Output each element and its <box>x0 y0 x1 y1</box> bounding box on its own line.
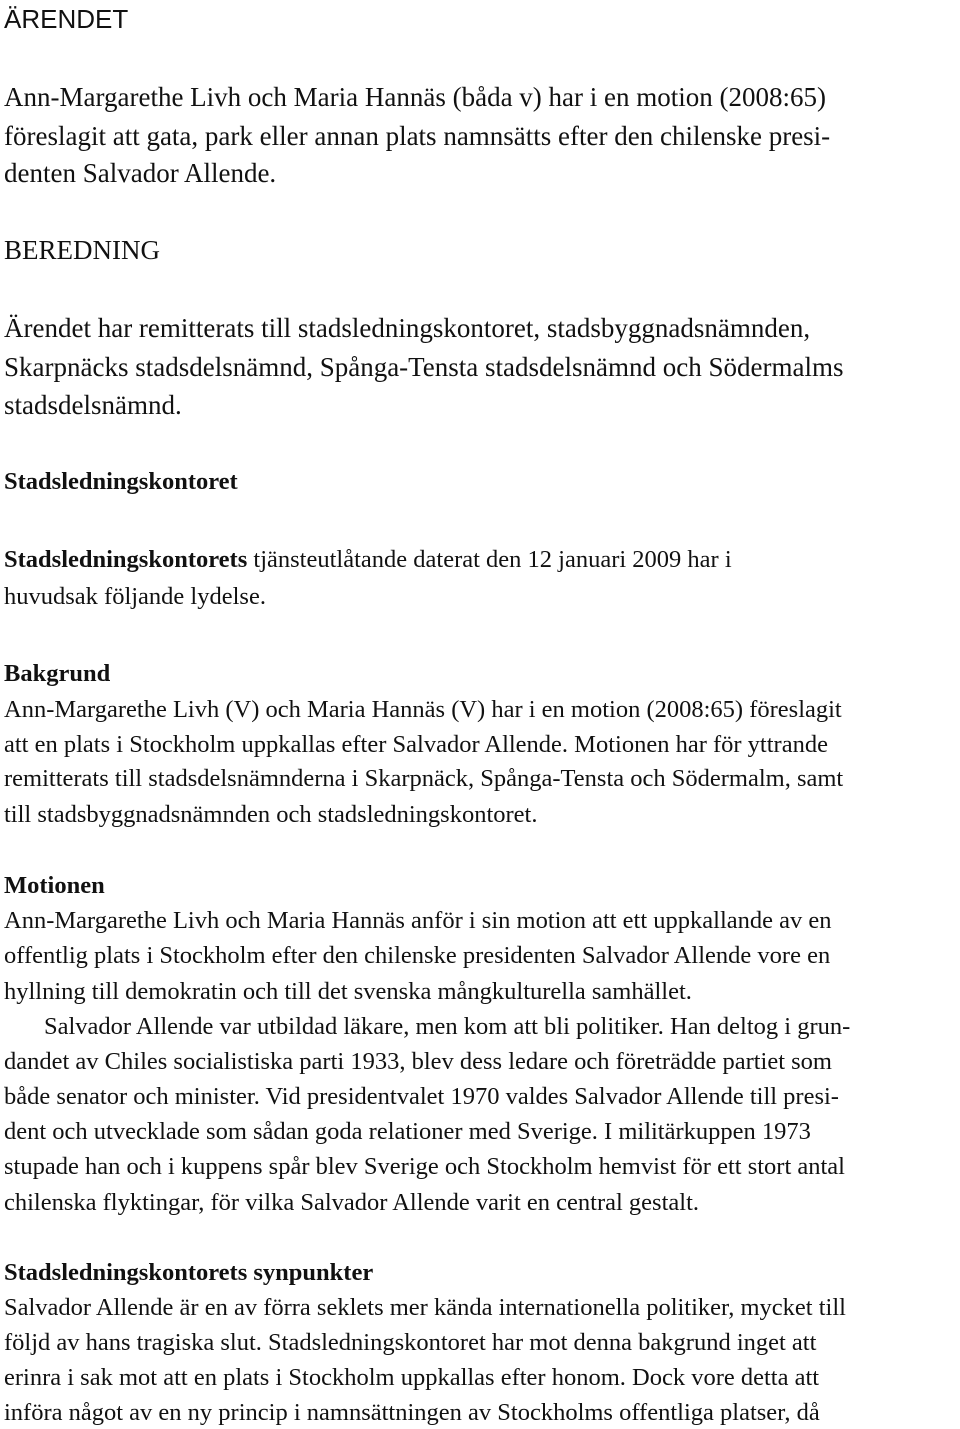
heading-bakgrund: Bakgrund <box>4 660 111 687</box>
motionen-para2-line: dandet av Chiles socialistiska parti 1933, blev dess ledare och företrädde partiet som <box>4 1048 832 1075</box>
synpunkter-line: Salvador Allende är en av förra seklets mer kända internationella politiker, mycket till <box>4 1294 846 1321</box>
motionen-line: Ann-Margarethe Livh och Maria Hannäs anför i sin motion att ett uppkallande av en <box>4 907 832 934</box>
intro-line: huvudsak följande lydelse. <box>4 583 266 610</box>
bakgrund-line: Ann-Margarethe Livh (V) och Maria Hannäs (V) har i en motion (2008:65) föreslagit <box>4 696 842 723</box>
beredning-line: Skarpnäcks stadsdelsnämnd, Spånga-Tensta stadsdelsnämnd och Södermalms <box>4 352 844 382</box>
heading-stadsledningskontoret: Stadsledningskontoret <box>4 468 238 495</box>
beredning-line: Ärendet har remitterats till stadsledningskontoret, stadsbyggnadsnämnden, <box>4 313 811 343</box>
beredning-line: stadsdelsnämnd. <box>4 390 182 420</box>
heading-motionen: Motionen <box>4 872 105 899</box>
bakgrund-line: remitterats till stadsdelsnämnderna i Skarpnäck, Spånga-Tensta och Södermalm, samt <box>4 765 844 792</box>
intro-line1-rest: tjänsteutlåtande daterat den 12 januari 2009 har i <box>247 546 732 573</box>
arendet-line: föreslagit att gata, park eller annan plats namnsätts efter den chilenske presi- <box>4 121 831 151</box>
motionen-line: offentlig plats i Stockholm efter den chilenske presidenten Salvador Allende vore en <box>4 942 831 969</box>
heading-synpunkter: Stadsledningskontorets synpunkter <box>4 1259 374 1286</box>
synpunkter-line: införa något av en ny princip i namnsättningen av Stockholms offentliga platser, då <box>4 1399 820 1426</box>
motionen-para2-line: både senator och minister. Vid presidentvalet 1970 valdes Salvador Allende till presi- <box>4 1083 839 1110</box>
motionen-para2-line: chilenska flyktingar, för vilka Salvador Allende varit en central gestalt. <box>4 1189 699 1216</box>
intro-bold-lead: Stadsledningskontorets <box>4 546 248 573</box>
arendet-line: Ann-Margarethe Livh och Maria Hannäs (båda v) har i en motion (2008:65) <box>4 82 826 112</box>
synpunkter-line: erinra i sak mot att en plats i Stockholm uppkallas efter honom. Dock vore detta att <box>4 1364 820 1391</box>
motionen-para2-line: stupade han och i kuppens spår blev Sverige och Stockholm hemvist för ett stort antal <box>4 1153 845 1180</box>
synpunkter-line: följd av hans tragiska slut. Stadsledningskontoret har mot denna bakgrund inget att <box>4 1329 817 1356</box>
motionen-para2-line: dent och utvecklade som sådan goda relationer med Sverige. I militärkuppen 1973 <box>4 1118 811 1145</box>
heading-arendet: ÄRENDET <box>4 4 129 34</box>
bakgrund-line: till stadsbyggnadsnämnden och stadsledningskontoret. <box>4 801 538 828</box>
motionen-para2-line: Salvador Allende var utbildad läkare, men kom att bli politiker. Han deltog i grun- <box>44 1013 851 1040</box>
arendet-line: denten Salvador Allende. <box>4 158 277 188</box>
motionen-line: hyllning till demokratin och till det svenska mångkulturella samhället. <box>4 978 692 1005</box>
intro-line <box>4 545 732 575</box>
heading-beredning: BEREDNING <box>4 235 160 265</box>
bakgrund-line: att en plats i Stockholm uppkallas efter Salvador Allende. Motionen har för yttrande <box>4 731 828 758</box>
